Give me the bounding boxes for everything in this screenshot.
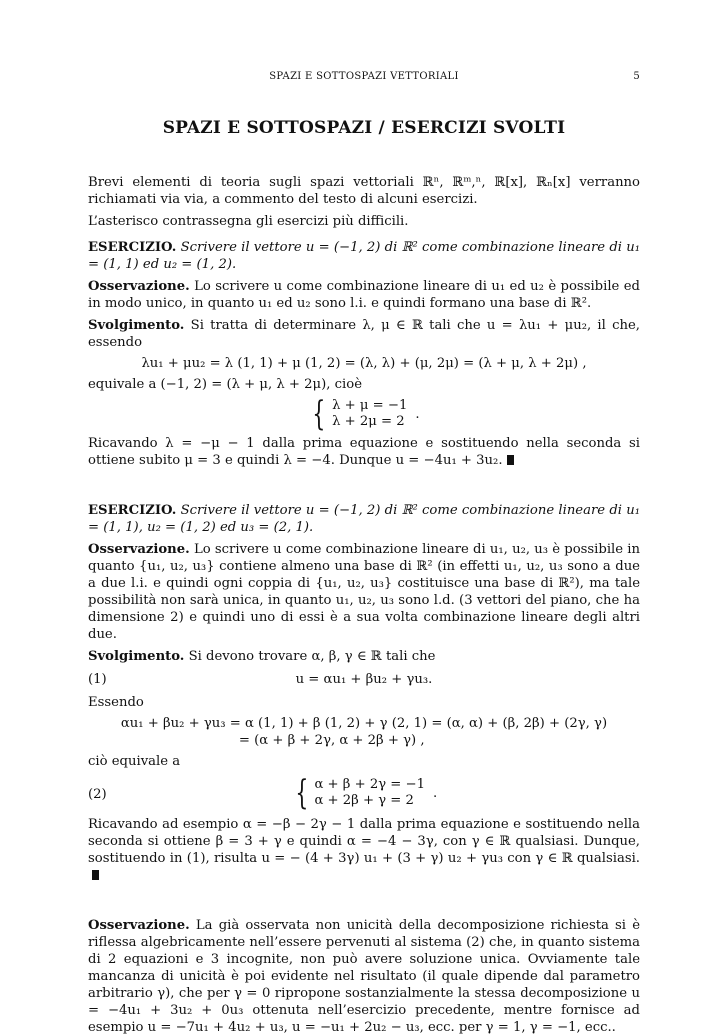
intro-paragraph: Brevi elementi di teoria sugli spazi vettoriali ℝⁿ, ℝᵐ,ⁿ, ℝ[x], ℝₙ[x] verranno richiamati via via, a commento del testo di alcuni esercizi. <box>88 175 640 207</box>
exercise-1-solution <box>88 317 640 351</box>
body-text <box>88 174 640 1036</box>
exercise-2-solution <box>88 648 640 665</box>
solution-heading: Svolgimento. <box>88 318 185 333</box>
page-number: 5 <box>633 71 640 82</box>
essendo-text: Essendo <box>88 695 144 710</box>
system-end: . <box>432 785 438 801</box>
conclusion-text: Ricavando ad esempio α = −β − 2γ − 1 dalla prima equazione e sostituendo nella seconda si ottiene β = 3 + γ e quindi α = −4 − 3γ, con γ ∈ ℝ qualsiasi. Dunque, sostituendo in (1), risulta u = − (4 + 3γ) u₁ + (3 + γ) u₂ + γu₃ con γ ∈ ℝ qualsiasi. <box>88 817 640 866</box>
exercise-heading: ESERCIZIO. <box>88 240 177 255</box>
exercise-heading: ESERCIZIO. <box>88 503 177 518</box>
exercise-1-observation <box>88 278 640 312</box>
equation-row: αu₁ + βu₂ + γu₃ = α (1, 1) + β (1, 2) + γ (2, 1) = (α, α) + (β, 2β) + (2γ, γ) <box>120 716 608 731</box>
exercise-text: Scrivere il vettore u = (−1, 2) di ℝ² come combinazione lineare di u₁ = (1, 1) ed u₂ = (1, 2). <box>88 240 640 272</box>
exercise-1-conclusion <box>88 435 640 469</box>
page-title: SPAZI E SOTTOSPAZI / ESERCIZI SVOLTI <box>162 118 566 138</box>
asterisk-note: L’asterisco contrassegna gli esercizi più difficili. <box>88 214 409 229</box>
system-line: α + 2β + γ = 2 <box>314 793 414 808</box>
brace-symbol: { <box>312 394 326 434</box>
cio-text: ciò equivale a <box>88 754 181 769</box>
exercise-2-conclusion <box>88 816 640 884</box>
exercise-2-statement <box>88 502 640 536</box>
system-line: α + β + 2γ = −1 <box>314 777 425 792</box>
qed-symbol <box>507 455 514 465</box>
numbered-equation-2 <box>88 773 640 813</box>
equation-body: u = αu₁ + βu₂ + γu₃. <box>295 672 433 687</box>
equation-number: (2) <box>88 787 107 802</box>
observation-text: Lo scrivere u come combinazione lineare di u₁, u₂, u₃ è possibile in quanto {u₁, u₂, u₃} contiene almeno una base di ℝ² (in effetti u₁, u₂, u₃ sono a due a due l.i. e quindi ogni coppia di {u₁, u₂, u₃} costituisce una base di ℝ²), ma tale possibilità non sarà unica, in quanto u₁, u₂, u₃ sono l.d. (3 vettori del piano, che ha dimensione 2) e quindi uno di essi è a sua volta combinazione lineare degli altri due. <box>88 542 640 642</box>
equation-row: = (α + β + 2γ, α + 2β + γ) , <box>238 733 425 748</box>
conclusion-text: Ricavando λ = −μ − 1 dalla prima equazione e sostituendo nella seconda si ottiene subito μ = 3 e quindi λ = −4. Dunque u = −4u₁ + 3u₂. <box>88 436 640 468</box>
numbered-equation-1 <box>88 671 640 688</box>
equivalence-text: equivale a (−1, 2) = (λ + μ, λ + 2μ), cioè <box>88 377 362 392</box>
system-line: λ + 2μ = 2 <box>332 414 405 429</box>
exercise-1-statement <box>88 239 640 273</box>
brace-symbol: { <box>295 773 309 813</box>
equation-system <box>88 394 640 434</box>
observation-heading: Osservazione. <box>88 542 190 557</box>
running-head: SPAZI E SOTTOSPAZI VETTORIALI <box>269 71 459 82</box>
final-observation <box>88 917 640 1036</box>
observation-heading: Osservazione. <box>88 279 190 294</box>
observation-text: Lo scrivere u come combinazione lineare di u₁ ed u₂ è possibile ed in modo unico, in quanto u₁ ed u₂ sono l.i. e quindi formano una base di ℝ². <box>88 279 640 311</box>
system-end: . <box>415 406 420 422</box>
display-equation: λu₁ + μu₂ = λ (1, 1) + μ (1, 2) = (λ, λ) + (μ, 2μ) = (λ + μ, λ + 2μ) , <box>141 356 587 371</box>
solution-text: Si devono trovare α, β, γ ∈ ℝ tali che <box>188 649 436 664</box>
observation-heading: Osservazione. <box>88 918 190 933</box>
exercise-2-observation <box>88 541 640 643</box>
equation-number: (1) <box>88 672 107 687</box>
solution-heading: Svolgimento. <box>88 649 185 664</box>
solution-text: Si tratta di determinare λ, μ ∈ ℝ tali che u = λu₁ + μu₂, il che, essendo <box>88 318 640 350</box>
system-line: λ + μ = −1 <box>332 398 408 413</box>
aligned-equation <box>88 715 640 749</box>
exercise-text: Scrivere il vettore u = (−1, 2) di ℝ² come combinazione lineare di u₁ = (1, 1), u₂ = (1, 2) ed u₃ = (2, 1). <box>88 503 640 535</box>
observation-text: La già osservata non unicità della decomposizione richiesta si è riflessa algebricamente nell’essere pervenuti al sistema (2) che, in quanto sistema di 2 equazioni e 3 incognite, non può avere soluzione unica. Ovviamente tale mancanza di unicità è poi evidente nel risultato (il quale dipende dal parametro arbitrario γ), che per γ = 0 ripropone sostanzialmente la stessa decomposizione u = −4u₁ + 3u₂ + 0u₃ ottenuta nell’esercizio precedente, mentre fornisce ad esempio u = −7u₁ + 4u₂ + u₃, u = −u₁ + 2u₂ − u₃, ecc. per γ = 1, γ = −1, ecc.. <box>88 918 640 1035</box>
qed-symbol <box>92 870 99 880</box>
